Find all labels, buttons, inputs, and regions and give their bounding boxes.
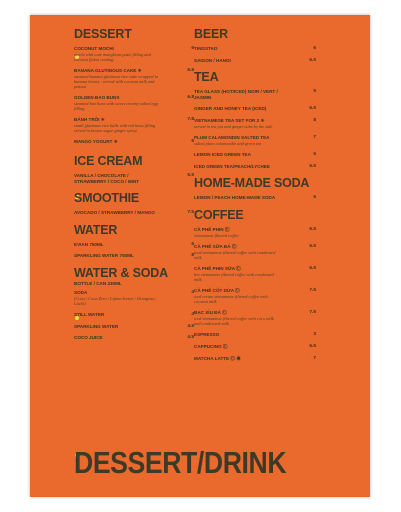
menu-item [194, 58, 316, 64]
menu-item [194, 46, 316, 52]
menu-item-row [194, 344, 316, 350]
menu-item [194, 244, 316, 260]
item-name: GOLDEN BAO BUNS [74, 95, 120, 101]
section-heading: DESSERT [74, 27, 132, 41]
menu-item-row [194, 288, 316, 294]
menu-item [74, 312, 194, 318]
menu-item [194, 152, 316, 158]
item-name: BÁNH TRÔI ☀ [74, 117, 105, 123]
menu-item-row [194, 332, 316, 338]
menu-item [74, 139, 194, 145]
menu-item-row [194, 227, 316, 233]
item-name: MATCHA LATTE Ⓒ ☀ [194, 355, 241, 361]
item-price: 6 [191, 139, 194, 145]
item-name: MANGO YOGURT ☀ [74, 139, 118, 145]
menu-item [194, 288, 316, 304]
menu-item-row [194, 266, 316, 272]
item-name: SODA [74, 289, 88, 295]
item-name: CÀ PHÊ PHIN SỮA Ⓒ [194, 266, 241, 272]
item-price: 6.8 [187, 68, 194, 74]
menu-item-row [74, 312, 194, 318]
menu-item [194, 106, 316, 112]
item-name: PLUM CALAMONDIN SALTED TEA [194, 135, 270, 141]
item-name: GINGER AND HONEY TEA (ICED) [194, 106, 267, 112]
item-description: (Coca / Coca Zero / Lipton Icetea / Orangina / Litchi) [74, 296, 157, 307]
menu-item-row [74, 210, 194, 216]
menu-item [74, 290, 194, 306]
item-description: iced vietnamese filtered coffee with coco milk and condensed milk [194, 316, 274, 327]
menu-item [74, 253, 194, 259]
menu-item [74, 95, 194, 111]
menu-item-row [74, 324, 194, 330]
item-description: steamed banana glutinous rice cake wrapped in banana leaves - served with coconut milk and peanut [74, 74, 159, 90]
section-heading: WATER & SODA [74, 265, 168, 280]
menu-item-row [194, 164, 316, 170]
left-column [74, 28, 194, 347]
item-price: 6 [191, 241, 194, 247]
page-title: DESSERT/DRINK [74, 445, 287, 480]
item-price: 5.5 [187, 172, 194, 178]
item-description: iced cream vietnamese filtered coffee with coconut milk [194, 294, 268, 305]
menu-item [194, 135, 316, 146]
menu-section [74, 192, 194, 216]
item-price: 6.5 [309, 57, 316, 63]
menu-item-row [74, 139, 194, 145]
menu-item [194, 195, 316, 201]
menu-section [74, 267, 194, 341]
menu-item-row [74, 68, 194, 74]
item-price: 7.5 [309, 310, 316, 316]
item-name: COCO JUICE [74, 335, 103, 341]
section-heading: WATER [74, 222, 118, 237]
item-name: VANILLA / CHOCOLATE / STRAWBERRY / COCO / MINT [74, 172, 140, 184]
item-description: iced vietnamese filtered coffee with condensed milk [194, 250, 276, 261]
item-name: SPARKLING WATER 750ML [74, 253, 134, 259]
menu-item-row [194, 58, 316, 64]
menu-item-row [194, 152, 316, 158]
section-heading: SMOOTHIE [74, 191, 140, 206]
item-name: VIETNAMESE TEA SET FOR 2 ☀ [194, 117, 265, 123]
menu-section [194, 28, 316, 63]
menu-section [194, 71, 316, 169]
menu-item-row [74, 290, 194, 296]
menu-item-row [194, 310, 316, 316]
item-name: EVIAN 750ML [74, 241, 104, 247]
item-name: SPARKLING WATER [74, 323, 119, 329]
menu-section [194, 209, 316, 361]
item-name: COCONUT MOCHI [74, 46, 114, 51]
menu-item-row [74, 253, 194, 259]
item-price: 3 [313, 332, 316, 338]
menu-item [74, 242, 194, 248]
item-price: 7 [313, 355, 316, 361]
menu-item [194, 118, 316, 129]
item-name: TEA GLASS (HOT/ICED) NOIR / VERT / JASMIN [194, 89, 278, 100]
menu-section [74, 28, 194, 145]
item-name: LEMON ICED GREEN TEA [194, 152, 251, 158]
menu-page [30, 15, 370, 497]
menu-item [194, 89, 316, 100]
menu-section [194, 177, 316, 201]
item-name: CÀ PHÊ PHIN Ⓒ [194, 226, 230, 232]
menu-item-row [74, 242, 194, 248]
menu-item [74, 210, 194, 216]
item-description: served in tea pot and ginger cubs by the side [194, 124, 273, 130]
menu-item [74, 68, 194, 89]
item-price: 6.8 [187, 95, 194, 101]
item-name: TINGSTAO [194, 46, 218, 51]
item-name: BANANA GLUTINOUS CAKE ☀ [74, 68, 142, 74]
item-price: 6.5 [309, 106, 316, 112]
menu-item [194, 344, 316, 350]
menu-item-row [74, 173, 194, 184]
item-price: 5 [313, 89, 316, 95]
menu-item-row [194, 356, 316, 362]
menu-item [74, 173, 194, 184]
item-price: 4 [191, 312, 194, 318]
item-name: LEMON / PEACH HOME-MADE SODA [194, 195, 276, 201]
item-price: 8 [313, 117, 316, 123]
item-name: ICED GREEN TEA/PEACH/LYCHEE [194, 163, 270, 169]
item-price: 8 [191, 253, 194, 259]
item-name: CÀ PHÊ CỐT DỪA Ⓒ [194, 288, 240, 294]
section-heading: COFFEE [194, 207, 244, 222]
menu-item-row [74, 46, 194, 52]
menu-item-row [74, 335, 194, 341]
menu-item [194, 332, 316, 338]
item-price: 4.5 [187, 323, 194, 329]
menu-item [74, 324, 194, 330]
menu-section [74, 155, 194, 184]
section-heading: HOME-MADE SODA [194, 176, 310, 191]
menu-item-row [194, 46, 316, 52]
section-heading: BEER [194, 27, 228, 41]
item-description: mochi with cute mungbean paste filling and coconut flakes coating [74, 52, 151, 63]
menu-item [194, 356, 316, 362]
item-price: 6.5 [309, 244, 316, 250]
menu-item [194, 266, 316, 282]
menu-item-row [74, 117, 194, 123]
menu-item [74, 117, 194, 133]
menu-item-row [194, 106, 316, 112]
item-price: 6 [313, 46, 316, 51]
item-name: SAIGON / HANOI [194, 57, 231, 63]
item-description: steamed bao buns with sweet creamy salted egg filling [74, 101, 158, 112]
item-name: CAPPUCINO Ⓒ [194, 344, 228, 349]
section-subheading: BOTTLE / CAN 330ML [74, 280, 122, 286]
item-price: 6.5 [309, 226, 316, 232]
item-price: 6 [313, 152, 316, 158]
menu-item-row [194, 244, 316, 250]
item-price: 7.5 [187, 210, 194, 216]
item-price: 7.5 [309, 288, 316, 294]
item-price: 5.5 [309, 344, 316, 349]
item-name: AVOCADO / STRAWBERRY / MANGO [74, 210, 155, 216]
item-description: salted plum calamondin and green tea [194, 141, 262, 147]
item-price: 6.5 [309, 163, 316, 169]
section-heading: TEA [194, 70, 219, 85]
item-description: vietnamese filtered coffee [194, 233, 239, 239]
menu-item-row [194, 89, 316, 100]
item-price: 7.8 [187, 117, 194, 123]
item-name: BẠC XỈU ĐÁ Ⓒ [194, 310, 227, 316]
item-name: CÀ PHÊ SỮA ĐÁ Ⓒ [194, 244, 237, 250]
menu-item [194, 227, 316, 238]
menu-item [194, 164, 316, 170]
item-price: 4 [191, 289, 194, 295]
menu-item-row [74, 95, 194, 101]
section-heading: ICE CREAM [74, 153, 143, 168]
item-price: 6 [313, 195, 316, 201]
item-price: 6.5 [309, 266, 316, 272]
menu-item-row [194, 135, 316, 141]
item-description: small glutinous rice balls with red bean filling served in brown sugar ginger syrup [74, 123, 156, 134]
menu-item [194, 310, 316, 326]
item-price: 7 [313, 135, 316, 141]
item-price: 6 [191, 46, 194, 51]
item-name: STILL WATER [74, 312, 105, 318]
menu-item [74, 46, 194, 62]
menu-item-row [194, 118, 316, 124]
item-description: hot vietnamese filtered coffee with condensed milk [194, 272, 274, 283]
item-name: ESPRESSO [194, 332, 220, 338]
menu-item [74, 335, 194, 341]
item-price: 4.5 [187, 335, 194, 341]
right-column [194, 28, 316, 367]
menu-item-row [194, 195, 316, 201]
menu-section [74, 224, 194, 259]
